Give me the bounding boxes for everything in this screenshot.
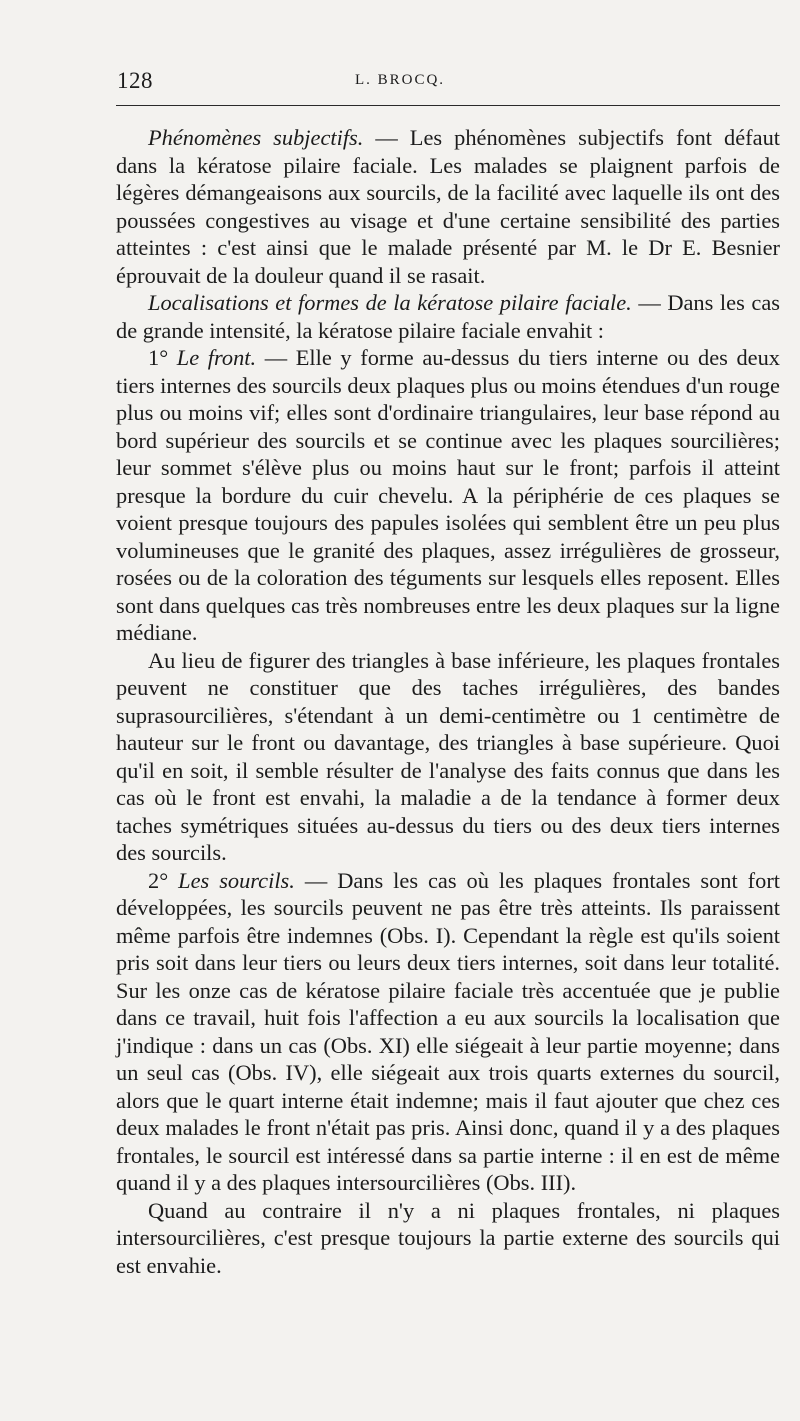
paragraph-body: — Dans les cas où les plaques frontales sont fort développées, les sourcils peuvent ne pas être très atteints. Ils paraissent même parfois être indemnes (Obs. I). Cependant la règle est qu'ils soient pris soit dans leur tiers ou leurs deux tiers internes, soit dans leur totalité. Sur les onze cas de kératose pilaire faciale très accentuée que je publie dans ce travail, huit fois l'affection a eu aux sourcils la localisation que j'indique : dans un cas (Obs. XI) elle siégeait à leur partie moyenne; dans un seul cas (Obs. IV), elle siégeait aux trois quarts externes du sourcil, alors que le quart interne était indemne; mais il faut ajouter que chez ces deux malades le front n'était pas pris. Ainsi donc, quand il y a des plaques frontales, le sourcil est intéressé dans sa partie interne : il en est de même quand il y a des plaques intersourcilières (Obs. III). [116,867,781,1195]
paragraph-body: Quand au contraire il n'y a ni plaques frontales, ni plaques intersourcilières, c'est presque toujours la partie externe des sourcils qui est envahie. [116,1197,780,1278]
paragraph-subjective-phenomena [116,124,780,289]
header-rule [116,105,780,106]
paragraph-forehead [116,344,780,647]
paragraph-body: — Elle y forme au-dessus du tiers interne ou des deux tiers internes des sourcils deux plaques plus ou moins étendues d'un rouge plus ou moins vif; elles sont d'ordinaire triangulaires, leur base répond au bord supérieur des sourcils et se continue avec les plaques sourcilières; leur sommet s'élève plus ou moins haut sur le front; parfois il atteint presque la bordure du cuir chevelu. A la périphérie de ces plaques se voient presque toujours des papules isolées qui semblent être un peu plus volumineuses que le granité des plaques, assez irrégulières de grosseur, rosées ou de la coloration des téguments sur lesquels elles reposent. Elles sont dans quelques cas très nombreuses entre les deux plaques sur la ligne médiane. [116,345,780,645]
paragraph-body: Au lieu de figurer des triangles à base inférieure, les plaques frontales peuvent ne constituer que des taches irrégulières, des bandes suprasourcilières, s'étendant à un demi-centimètre ou 1 centimètre de hauteur sur le front ou davantage, des triangles à base supérieure. Quoi qu'il en soit, il semble résulter de l'analyse des faits connus que dans les cas où le front est envahi, la maladie a de la tendance à former deux taches symétriques situées au-dessus du tiers ou des deux tiers internes des sourcils. [116,647,780,865]
paragraph-eyebrows [116,867,780,1197]
paragraph-localisations [116,289,780,344]
paragraph-prefix: 1° [148,345,177,370]
page-number: 128 [117,68,153,93]
paragraph-lead: Phénomènes subjectifs. [148,125,364,150]
paragraph-forehead-variants [116,647,780,867]
paragraph-body: — Les phénomènes subjectifs font défaut dans la kératose pilaire faciale. Les malades se plaignent parfois de légères démangeaisons aux sourcils, de la facilité avec laquelle ils ont des poussées congestives au visage et d'une certaine sensibilité des parties atteintes : c'est ainsi que le malade présenté par M. le Dr E. Besnier éprouvait de la douleur quand il se rasait. [116,125,780,288]
paragraph-lead: Les sourcils. [178,867,295,893]
paragraph-eyebrows-external [116,1197,780,1280]
body-text [116,124,780,1279]
paragraph-lead: Le front. [176,345,257,370]
paragraph-prefix: 2° [148,867,179,893]
paragraph-body: — Dans les cas de grande intensité, la kératose pilaire faciale envahit : [116,290,780,343]
paragraph-lead: Localisations et formes de la kératose pilaire faciale. [148,290,632,315]
running-title: L. BROCQ. [354,72,446,88]
